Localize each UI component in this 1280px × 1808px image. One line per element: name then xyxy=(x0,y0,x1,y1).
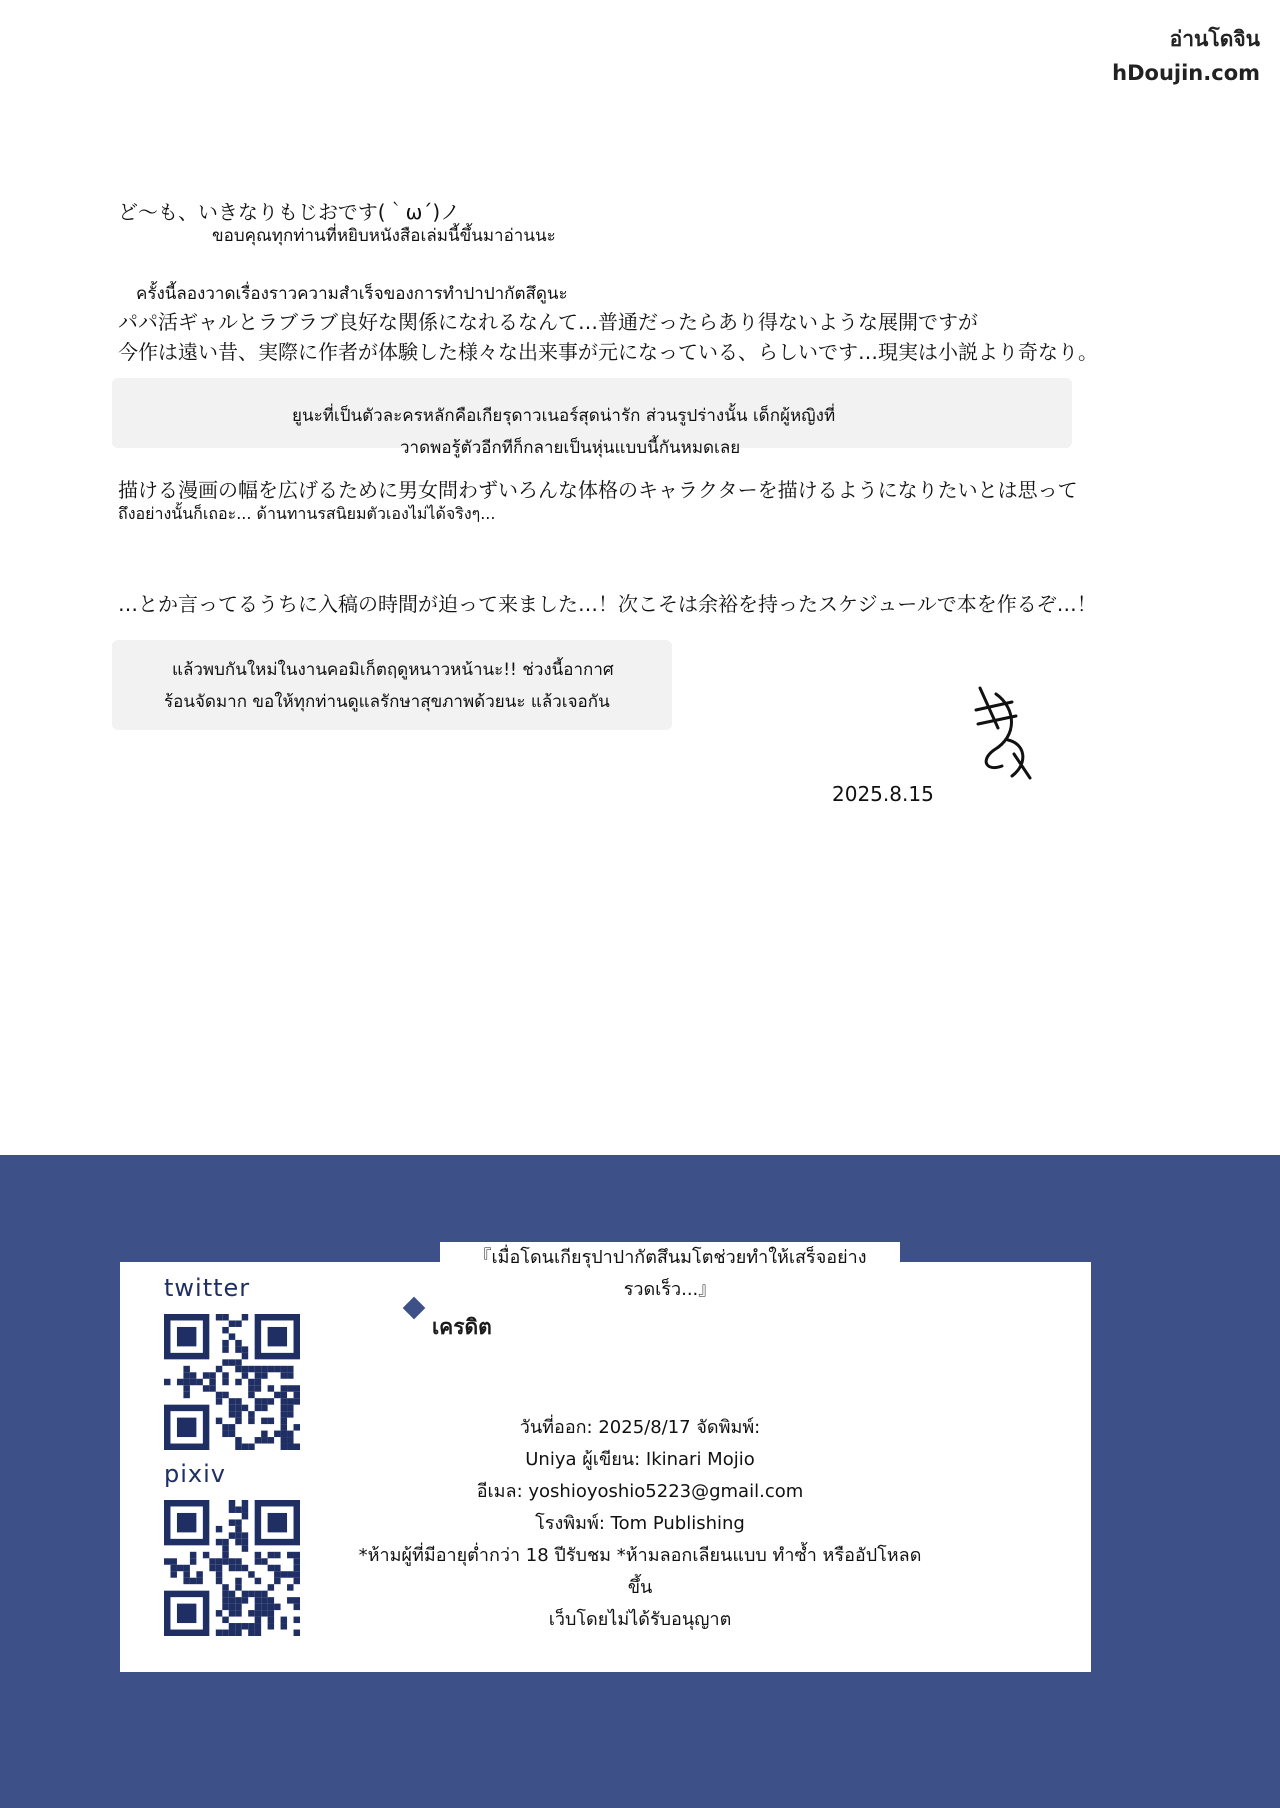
greeting-jp: ど～も、いきなりもじおです(｀ω´)ノ xyxy=(118,200,461,224)
faded-band xyxy=(112,640,672,730)
pixiv-qr-code[interactable] xyxy=(164,1500,300,1636)
email-info[interactable]: อีเมล: yoshioyoshio5223@gmail.com xyxy=(476,1481,804,1502)
notice-line2: เว็บโดยไม่ได้รับอนุญาต xyxy=(548,1609,732,1630)
para2-th-line3: ถึงอย่างนั้นก็เถอะ... ด้านทานรสนิยมตัวเองไม่ได้จริงๆ... xyxy=(118,504,496,523)
afterword-date: 2025.8.15 xyxy=(832,782,934,806)
book-title-line2: รวดเร็ว...』 xyxy=(623,1279,717,1300)
para2-th-line2: วาดพอรู้ตัวอีกทีก็กลายเป็นหุ่นแบบนี้กันหมดเลย xyxy=(400,438,741,458)
book-title-line1: 『เมื่อโดนเกียรุปาปากัตสึนมโตช่วยทำให้เสร็จอย่าง xyxy=(473,1247,867,1268)
author-signature xyxy=(968,680,1038,790)
watermark-line2: hDoujin.com xyxy=(1112,61,1260,85)
twitter-label: twitter xyxy=(164,1274,251,1302)
diamond-bullet-icon xyxy=(403,1297,426,1320)
para1-jp-line2: 今作は遠い昔、実際に作者が体験した様々な出来事が元になっている、らしいです…現実は小説より奇なり。 xyxy=(118,340,1098,364)
watermark xyxy=(1112,22,1260,90)
printer-info: โรงพิมพ์: Tom Publishing xyxy=(535,1513,745,1534)
notice-block xyxy=(350,1540,930,1636)
watermark-line1: อ่านโดจิน xyxy=(1169,27,1260,51)
credit-title-line2: เครดิต xyxy=(432,1315,492,1339)
twitter-qr-code[interactable] xyxy=(164,1314,300,1450)
para1-th: ครั้งนี้ลองวาดเรื่องราวความสำเร็จของการทำปาปากัตสึดูนะ xyxy=(136,284,568,304)
credit-card xyxy=(120,1247,1091,1672)
closing-th-line2: ร้อนจัดมาก ขอให้ทุกท่านดูแลรักษาสุขภาพด้วยนะ แล้วเจอกัน xyxy=(164,692,610,712)
release-info: วันที่ออก: 2025/8/17 จัดพิมพ์: xyxy=(519,1417,761,1438)
author-info: Uniya ผู้เขียน: Ikinari Mojio xyxy=(525,1449,755,1470)
para2-th-line1: ยูนะที่เป็นตัวละครหลักคือเกียรุดาวเนอร์สุดน่ารัก ส่วนรูปร่างนั้น เด็กผู้หญิงที่ xyxy=(292,406,836,426)
closing-th-line1: แล้วพบกันใหม่ในงานคอมิเก็ตฤดูหนาวหน้านะ!! ช่วงนี้อากาศ xyxy=(172,660,614,680)
para1-jp-line1: パパ活ギャルとラブラブ良好な関係になれるなんて…普通だったらあり得ないような展開ですが xyxy=(118,310,978,334)
para3-jp: …とか言ってるうちに入稿の時間が迫って来ました…！次こそは余裕を持ったスケジュールで本を作るぞ…！ xyxy=(118,592,1097,616)
book-title xyxy=(440,1242,900,1306)
notice-line1: *ห้ามผู้ที่มีอายุต่ำกว่า 18 ปีรับชม *ห้ามลอกเลียนแบบ ทำซ้ำ หรืออัปโหลดขึ้น xyxy=(358,1545,922,1598)
thanks-th: ขอบคุณทุกท่านที่หยิบหนังสือเล่มนี้ขึ้นมาอ่านนะ xyxy=(212,226,556,246)
credits-block xyxy=(350,1412,930,1540)
pixiv-label: pixiv xyxy=(164,1460,226,1488)
para2-jp: 描ける漫画の幅を広げるために男女問わずいろんな体格のキャラクターを描けるようになりたいとは思って xyxy=(118,478,1078,502)
colophon-band xyxy=(0,1155,1280,1808)
